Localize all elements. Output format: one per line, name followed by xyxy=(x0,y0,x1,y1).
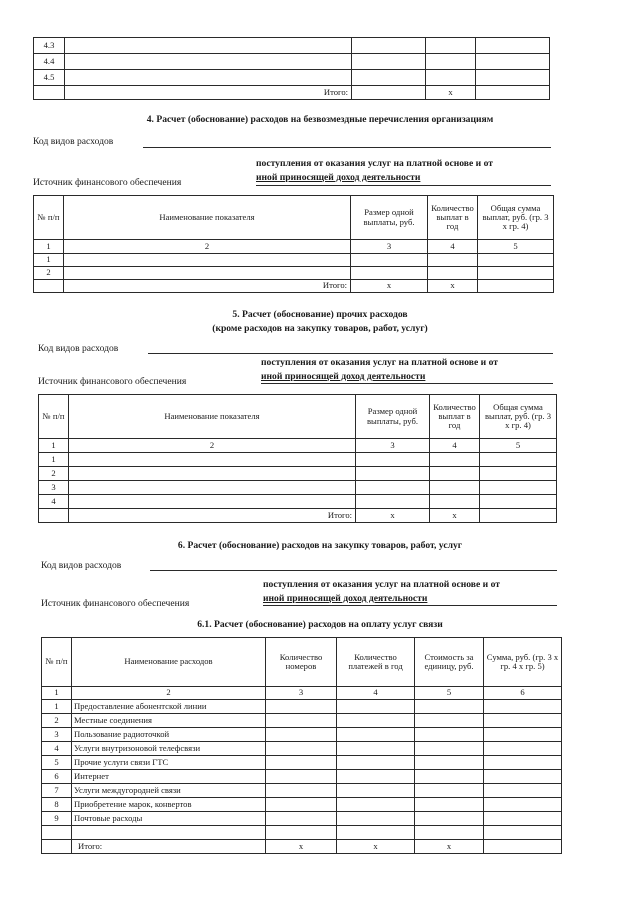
table-row xyxy=(42,714,562,728)
col-header: Размер одной выплаты, руб. xyxy=(356,395,430,439)
col-header: Количество платежей в год xyxy=(337,638,415,687)
row-number: 4 xyxy=(39,495,69,509)
table-row xyxy=(34,254,554,267)
s6-source-line1: поступления от оказания услуг на платной основе и от xyxy=(263,579,500,590)
row-number: 6 xyxy=(42,770,72,784)
table-row xyxy=(34,267,554,280)
s6-source-label: Источник финансового обеспечения xyxy=(41,598,190,609)
expense-name: Услуги внутризоновой телефсвязи xyxy=(72,742,266,756)
s6-source-underline xyxy=(263,605,557,606)
s5-source-label: Источник финансового обеспечения xyxy=(38,376,187,387)
s6-code-label: Код видов расходов xyxy=(41,560,122,571)
col-header: Общая сумма выплат, руб. (гр. 3 х гр. 4) xyxy=(480,395,557,439)
col-header: Наименование показателя xyxy=(69,395,356,439)
section-6-title: 6. Расчет (обоснование) расходов на закупку товаров, работ, услуг xyxy=(177,540,463,551)
col-number: 5 xyxy=(478,240,554,254)
expense-name: Услуги междугородней связи xyxy=(72,784,266,798)
x-mark: x xyxy=(266,840,337,854)
col-number: 5 xyxy=(480,439,557,453)
table-row xyxy=(34,70,550,86)
expense-name: Местные соединения xyxy=(72,714,266,728)
expense-name: Прочие услуги связи ГТС xyxy=(72,756,266,770)
s5-source-underline xyxy=(261,383,553,384)
col-number: 5 xyxy=(415,687,484,700)
col-number: 4 xyxy=(337,687,415,700)
section-5-title-line1: 5. Расчет (обоснование) прочих расходов xyxy=(232,309,408,320)
row-number: 9 xyxy=(42,812,72,826)
col-header: № п/п xyxy=(42,638,72,687)
expense-name: Предоставление абонентской линии xyxy=(72,700,266,714)
s4-source-underline xyxy=(256,185,551,186)
col-number: 4 xyxy=(430,439,480,453)
table-row xyxy=(42,812,562,826)
s6-source-line2: иной приносящей доход деятельности xyxy=(263,593,428,604)
expense-name: Почтовые расходы xyxy=(72,812,266,826)
col-header: Количество выплат в год xyxy=(430,395,480,439)
s4-code-label: Код видов расходов xyxy=(33,136,114,147)
col-header: № п/п xyxy=(34,196,64,240)
table-row xyxy=(42,798,562,812)
table-row xyxy=(42,756,562,770)
number-row xyxy=(39,439,557,453)
total-row xyxy=(34,280,554,293)
section-4-title: 4. Расчет (обоснование) расходов на безвозмездные перечисления организациям xyxy=(146,114,494,125)
s4-source-line1: поступления от оказания услуг на платной основе и от xyxy=(256,158,493,169)
row-number: 5 xyxy=(42,756,72,770)
header-row xyxy=(39,395,557,439)
s5-code-line xyxy=(148,353,553,354)
x-mark: x xyxy=(428,280,478,293)
col-header: Сумма, руб. (гр. 3 х гр. 4 х гр. 5) xyxy=(484,638,562,687)
section-5-title-line2: (кроме расходов на закупку товаров, работ, услуг) xyxy=(212,323,428,334)
x-mark: x xyxy=(351,280,428,293)
total-row xyxy=(42,840,562,854)
x-mark: x xyxy=(356,509,430,523)
total-label: Итого: xyxy=(65,86,352,100)
table-row xyxy=(34,38,550,54)
total-row xyxy=(34,86,550,100)
s5-source-line1: поступления от оказания услуг на платной основе и от xyxy=(261,357,498,368)
row-number: 4.3 xyxy=(34,38,65,54)
col-header: Общая сумма выплат, руб. (гр. 3 х гр. 4) xyxy=(478,196,554,240)
col-number: 2 xyxy=(64,240,351,254)
section-6-1-table xyxy=(41,637,562,854)
col-header: Наименование расходов xyxy=(72,638,266,687)
row-number: 2 xyxy=(39,467,69,481)
total-row xyxy=(39,509,557,523)
row-number: 8 xyxy=(42,798,72,812)
row-number: 3 xyxy=(42,728,72,742)
col-number: 1 xyxy=(34,240,64,254)
x-mark: x xyxy=(415,840,484,854)
table-row xyxy=(42,826,562,840)
col-header: Стоимость за единицу, руб. xyxy=(415,638,484,687)
s6-code-line xyxy=(150,570,557,571)
expense-name: Пользование радиоточкой xyxy=(72,728,266,742)
row-number: 4.5 xyxy=(34,70,65,86)
s5-code-label: Код видов расходов xyxy=(38,343,119,354)
col-number: 3 xyxy=(266,687,337,700)
total-label: Итого: xyxy=(69,509,356,523)
table-row xyxy=(39,495,557,509)
col-header: Количество выплат в год xyxy=(428,196,478,240)
row-number: 4.4 xyxy=(34,54,65,70)
section-4-table xyxy=(33,195,554,293)
header-row xyxy=(42,638,562,687)
table-row xyxy=(42,700,562,714)
row-number: 1 xyxy=(34,254,64,267)
table-row xyxy=(42,728,562,742)
table-row xyxy=(42,742,562,756)
row-number: 1 xyxy=(42,700,72,714)
section-5-table xyxy=(38,394,557,523)
col-number: 2 xyxy=(72,687,266,700)
table-row xyxy=(42,770,562,784)
col-number: 3 xyxy=(356,439,430,453)
x-mark: x xyxy=(426,86,476,100)
row-number: 2 xyxy=(42,714,72,728)
row-number: 3 xyxy=(39,481,69,495)
col-number: 4 xyxy=(428,240,478,254)
total-label: Итого: xyxy=(72,840,266,854)
x-mark: x xyxy=(337,840,415,854)
table-row xyxy=(39,453,557,467)
total-label: Итого: xyxy=(64,280,351,293)
row-number: 1 xyxy=(39,453,69,467)
col-header: Количество номеров xyxy=(266,638,337,687)
s4-source-line2: иной приносящей доход деятельности xyxy=(256,172,421,183)
col-header: Размер одной выплаты, руб. xyxy=(351,196,428,240)
table-row xyxy=(34,54,550,70)
row-number: 4 xyxy=(42,742,72,756)
s4-source-label: Источник финансового обеспечения xyxy=(33,177,182,188)
s4-code-line xyxy=(143,147,551,148)
col-number: 2 xyxy=(69,439,356,453)
s5-source-line2: иной приносящей доход деятельности xyxy=(261,371,426,382)
row-number: 7 xyxy=(42,784,72,798)
expense-name: Интернет xyxy=(72,770,266,784)
col-header: № п/п xyxy=(39,395,69,439)
table-row xyxy=(39,481,557,495)
header-row xyxy=(34,196,554,240)
x-mark: x xyxy=(430,509,480,523)
number-row xyxy=(34,240,554,254)
table-row xyxy=(39,467,557,481)
continued-table xyxy=(33,37,550,100)
col-number: 3 xyxy=(351,240,428,254)
expense-name: Приобретение марок, конвертов xyxy=(72,798,266,812)
col-header: Наименование показателя xyxy=(64,196,351,240)
row-number: 2 xyxy=(34,267,64,280)
table-row xyxy=(42,784,562,798)
number-row xyxy=(42,687,562,700)
col-number: 6 xyxy=(484,687,562,700)
col-number: 1 xyxy=(39,439,69,453)
col-number: 1 xyxy=(42,687,72,700)
section-6-1-title: 6.1. Расчет (обоснование) расходов на оплату услуг связи xyxy=(197,619,443,630)
